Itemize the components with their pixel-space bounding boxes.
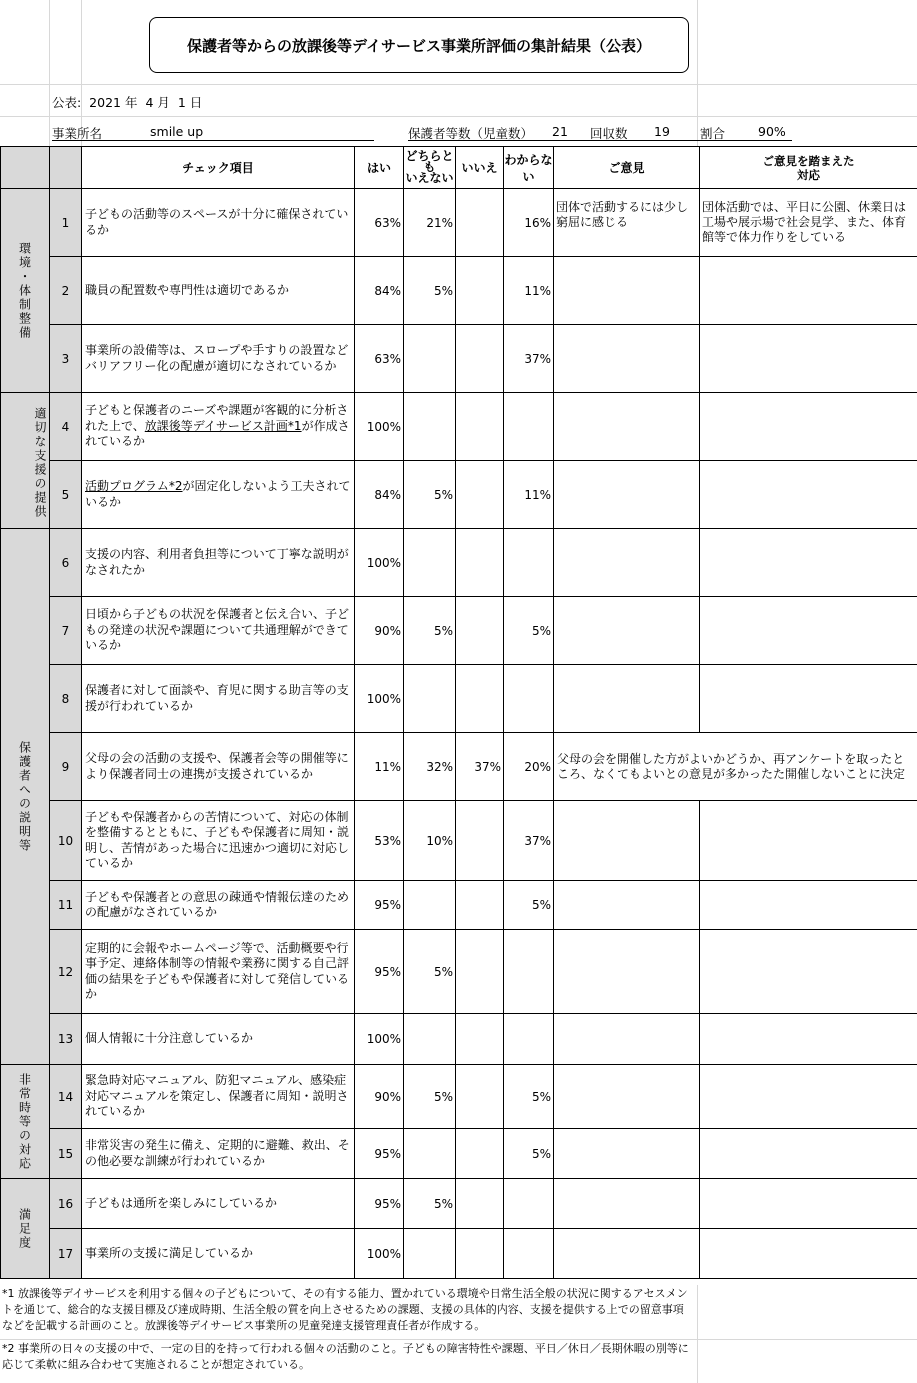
header-unknown: わからない xyxy=(504,147,554,189)
opinion-cell xyxy=(554,529,700,597)
opinion-cell xyxy=(554,461,700,529)
table-row xyxy=(1,1129,917,1179)
no-pct xyxy=(456,1065,504,1129)
response-cell xyxy=(700,1229,917,1279)
unknown-pct xyxy=(504,1229,554,1279)
publish-year: 2021 xyxy=(89,95,121,110)
yes-pct: 53% xyxy=(355,801,404,881)
unknown-pct: 5% xyxy=(504,597,554,665)
no-pct xyxy=(456,665,504,733)
yes-pct: 100% xyxy=(355,393,404,461)
row-number: 15 xyxy=(50,1129,82,1179)
table-row xyxy=(1,529,917,597)
check-item: 子どもや保護者との意思の疎通や情報伝達のための配慮がなされているか xyxy=(82,881,355,930)
check-item: 定期的に会報やホームページ等で、活動概要や行事予定、連絡体制等の情報や業務に関する自己評価の結果を子どもや保護者に対して発信しているか xyxy=(82,930,355,1014)
header-category xyxy=(1,147,50,189)
response-cell xyxy=(700,1129,917,1179)
opinion-cell: 父母の会を開催した方がよいかどうか、再アンケートを取ったところ、なくてもよいとの意見が多かったた開催しないことに決定 xyxy=(554,733,917,801)
row-number: 11 xyxy=(50,881,82,930)
check-item: 事業所の設備等は、スロープや手すりの設置などバリアフリー化の配慮が適切になされているか xyxy=(82,325,355,393)
row-number: 2 xyxy=(50,257,82,325)
collected-label: 回収数 xyxy=(590,126,628,141)
response-cell xyxy=(700,801,917,881)
check-item: 個人情報に十分注意しているか xyxy=(82,1014,355,1065)
opinion-cell xyxy=(554,1129,700,1179)
unknown-pct xyxy=(504,1179,554,1229)
table-row xyxy=(1,325,917,393)
neither-pct: 5% xyxy=(404,597,456,665)
response-cell xyxy=(700,665,917,733)
neither-pct: 5% xyxy=(404,1065,456,1129)
no-pct xyxy=(456,881,504,930)
table-row xyxy=(1,257,917,325)
footnote-2: *2 事業所の日々の支援の中で、一定の目的を持って行われる個々の活動のこと。子どもの障害特性や課題、平日／休日／長期休暇の別等に応じて柔軟に組み合わせて実施されることが想定されている。 xyxy=(2,1342,689,1371)
table-row xyxy=(1,1229,917,1279)
yes-pct: 11% xyxy=(355,733,404,801)
check-item: 父母の会の活動の支援や、保護者会等の開催等により保護者同士の連携が支援されているか xyxy=(82,733,355,801)
neither-pct: 5% xyxy=(404,257,456,325)
neither-pct xyxy=(404,1014,456,1065)
response-cell xyxy=(700,393,917,461)
row-number: 17 xyxy=(50,1229,82,1279)
row-number: 14 xyxy=(50,1065,82,1129)
check-item: 子どもは通所を楽しみにしているか xyxy=(82,1179,355,1229)
check-item: 事業所の支援に満足しているか xyxy=(82,1229,355,1279)
no-pct xyxy=(456,325,504,393)
check-item: 子どもの活動等のスペースが十分に確保されているか xyxy=(82,189,355,257)
no-pct xyxy=(456,597,504,665)
table-row xyxy=(1,881,917,930)
response-cell xyxy=(700,1014,917,1065)
row-number: 7 xyxy=(50,597,82,665)
response-cell xyxy=(700,1065,917,1129)
header-yes: はい xyxy=(355,147,404,189)
unknown-pct xyxy=(504,393,554,461)
neither-pct: 32% xyxy=(404,733,456,801)
opinion-cell: 団体で活動するには少し窮屈に感じる xyxy=(554,189,700,257)
footnote-1: *1 放課後等デイサービスを利用する個々の子どもについて、その有する能力、置かれている環境や日常生活全般の状況に関するアセスメントを通じて、総合的な支援目標及び達成時期、生活全般の質を向上させるための課題、支援の具体的内容、支援を提供する上での留意事項などを記載する計画のこと。放課後等デイサービス事業所の児童発達支援管理責任者が作成する。 xyxy=(2,1287,688,1332)
no-pct xyxy=(456,461,504,529)
opinion-cell xyxy=(554,801,700,881)
table-row xyxy=(1,733,917,801)
unknown-pct: 11% xyxy=(504,257,554,325)
publish-day: 1 xyxy=(177,95,186,110)
opinion-cell xyxy=(554,665,700,733)
neither-pct xyxy=(404,529,456,597)
category-satisfaction: 満足度 xyxy=(1,1179,50,1279)
no-pct xyxy=(456,1229,504,1279)
unknown-pct: 37% xyxy=(504,325,554,393)
check-item: 支援の内容、利用者負担等について丁寧な説明がなされたか xyxy=(82,529,355,597)
table-row xyxy=(1,461,917,529)
ratio-value: 90% xyxy=(758,124,786,139)
header-item: チェック項目 xyxy=(82,147,355,189)
collected-count: 19 xyxy=(654,124,670,139)
neither-pct: 5% xyxy=(404,461,456,529)
publish-day-unit: 日 xyxy=(189,95,203,110)
unknown-pct: 5% xyxy=(504,881,554,930)
no-pct xyxy=(456,1014,504,1065)
neither-pct xyxy=(404,1129,456,1179)
yes-pct: 63% xyxy=(355,189,404,257)
yes-pct: 95% xyxy=(355,1129,404,1179)
check-item: 子どもと保護者のニーズや課題が客観的に分析された上で、放課後等デイサービス計画*1が作成されているか xyxy=(82,393,355,461)
neither-pct xyxy=(404,881,456,930)
header-no: いいえ xyxy=(456,147,504,189)
row-number: 12 xyxy=(50,930,82,1014)
no-pct xyxy=(456,930,504,1014)
facility-label: 事業所名 xyxy=(52,126,103,141)
no-pct: 37% xyxy=(456,733,504,801)
opinion-cell xyxy=(554,930,700,1014)
unknown-pct xyxy=(504,529,554,597)
check-item: 緊急時対応マニュアル、防犯マニュアル、感染症対応マニュアルを策定し、保護者に周知・説明されているか xyxy=(82,1065,355,1129)
header-neither: どちらとも いえない xyxy=(404,147,456,189)
response-cell xyxy=(700,461,917,529)
check-item: 非常災害の発生に備え、定期的に避難、救出、その他必要な訓練が行われているか xyxy=(82,1129,355,1179)
response-cell xyxy=(700,325,917,393)
unknown-pct: 5% xyxy=(504,1065,554,1129)
neither-pct xyxy=(404,665,456,733)
table-row xyxy=(1,930,917,1014)
yes-pct: 95% xyxy=(355,1179,404,1229)
guardians-count: 21 xyxy=(552,124,568,139)
opinion-cell xyxy=(554,325,700,393)
header-response: ご意見を踏まえた 対応 xyxy=(700,147,917,189)
table-row xyxy=(1,665,917,733)
guardians-label: 保護者等数（児童数） xyxy=(408,126,534,141)
table-row xyxy=(1,801,917,881)
response-cell: 団体活動では、平日に公園、休業日は工場や展示場で社会見学、また、体育館等で体力作りをしている xyxy=(700,189,917,257)
yes-pct: 100% xyxy=(355,529,404,597)
category-explanation: 保護者への説明等 xyxy=(1,529,50,1065)
unknown-pct: 11% xyxy=(504,461,554,529)
check-item: 子どもや保護者からの苦情について、対応の体制を整備するとともに、子どもや保護者に周知・説明し、苦情があった場合に迅速かつ適切に対応しているか xyxy=(82,801,355,881)
opinion-cell xyxy=(554,1179,700,1229)
publish-date xyxy=(52,93,202,111)
response-cell xyxy=(700,930,917,1014)
no-pct xyxy=(456,189,504,257)
unknown-pct: 5% xyxy=(504,1129,554,1179)
check-item: 日頃から子どもの状況を保護者と伝え合い、子どもの発達の状況や課題について共通理解ができているか xyxy=(82,597,355,665)
category-support: 適切な支援の提供 xyxy=(1,393,50,529)
response-cell xyxy=(700,881,917,930)
facility-name: smile up xyxy=(150,124,204,139)
header-row xyxy=(1,147,917,189)
opinion-cell xyxy=(554,1065,700,1129)
yes-pct: 90% xyxy=(355,1065,404,1129)
yes-pct: 63% xyxy=(355,325,404,393)
no-pct xyxy=(456,393,504,461)
no-pct xyxy=(456,529,504,597)
neither-pct: 10% xyxy=(404,801,456,881)
response-cell xyxy=(700,597,917,665)
yes-pct: 100% xyxy=(355,1014,404,1065)
neither-pct xyxy=(404,325,456,393)
unknown-pct: 20% xyxy=(504,733,554,801)
table-row xyxy=(1,189,917,257)
unknown-pct xyxy=(504,665,554,733)
check-item: 職員の配置数や専門性は適切であるか xyxy=(82,257,355,325)
yes-pct: 100% xyxy=(355,1229,404,1279)
row-number: 16 xyxy=(50,1179,82,1229)
response-cell xyxy=(700,1179,917,1229)
table-row xyxy=(1,393,917,461)
table-row xyxy=(1,597,917,665)
category-emergency: 非常時等の対応 xyxy=(1,1065,50,1179)
neither-pct xyxy=(404,1229,456,1279)
yes-pct: 90% xyxy=(355,597,404,665)
yes-pct: 95% xyxy=(355,881,404,930)
ratio-label: 割合 xyxy=(700,126,726,141)
opinion-cell xyxy=(554,257,700,325)
opinion-cell xyxy=(554,881,700,930)
page-title: 保護者等からの放課後等デイサービス事業所評価の集計結果（公表） xyxy=(149,17,689,73)
check-item: 保護者に対して面談や、育児に関する助言等の支援が行われているか xyxy=(82,665,355,733)
row-number: 9 xyxy=(50,733,82,801)
header-number xyxy=(50,147,82,189)
unknown-pct xyxy=(504,930,554,1014)
no-pct xyxy=(456,1129,504,1179)
neither-pct: 21% xyxy=(404,189,456,257)
yes-pct: 84% xyxy=(355,461,404,529)
unknown-pct: 37% xyxy=(504,801,554,881)
row-number: 8 xyxy=(50,665,82,733)
no-pct xyxy=(456,1179,504,1229)
evaluation-table xyxy=(0,146,917,1279)
row-number: 6 xyxy=(50,529,82,597)
table-row xyxy=(1,1179,917,1229)
opinion-cell xyxy=(554,597,700,665)
opinion-cell xyxy=(554,1014,700,1065)
opinion-cell xyxy=(554,1229,700,1279)
table-row xyxy=(1,1065,917,1129)
row-number: 3 xyxy=(50,325,82,393)
no-pct xyxy=(456,801,504,881)
row-number: 1 xyxy=(50,189,82,257)
publish-label: 公表: xyxy=(52,95,82,110)
publish-month: 4 xyxy=(145,95,154,110)
publish-month-unit: 月 xyxy=(157,95,170,110)
neither-pct: 5% xyxy=(404,930,456,1014)
table-row xyxy=(1,1014,917,1065)
opinion-cell xyxy=(554,393,700,461)
response-cell xyxy=(700,257,917,325)
neither-pct: 5% xyxy=(404,1179,456,1229)
row-number: 5 xyxy=(50,461,82,529)
unknown-pct xyxy=(504,1014,554,1065)
neither-pct xyxy=(404,393,456,461)
yes-pct: 100% xyxy=(355,665,404,733)
row-number: 13 xyxy=(50,1014,82,1065)
unknown-pct: 16% xyxy=(504,189,554,257)
header-opinion: ご意見 xyxy=(554,147,700,189)
no-pct xyxy=(456,257,504,325)
yes-pct: 84% xyxy=(355,257,404,325)
yes-pct: 95% xyxy=(355,930,404,1014)
publish-year-unit: 年 xyxy=(124,95,138,110)
row-number: 4 xyxy=(50,393,82,461)
response-cell xyxy=(700,529,917,597)
category-environment: 環境・体制整備 xyxy=(1,189,50,393)
check-item: 活動プログラム*2が固定化しないよう工夫されているか xyxy=(82,461,355,529)
row-number: 10 xyxy=(50,801,82,881)
